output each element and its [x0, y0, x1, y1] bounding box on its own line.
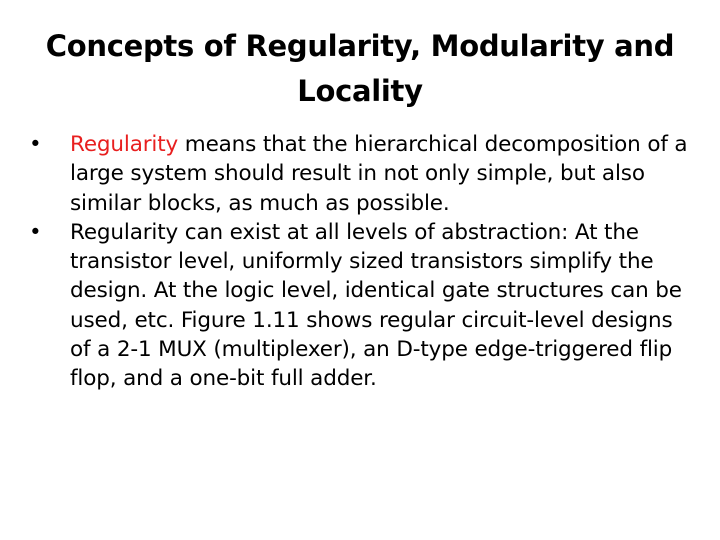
bullet-list	[0, 130, 720, 394]
bullet-icon: •	[29, 219, 42, 245]
bullet-text: Regularity can exist at all levels of abstraction: At the transistor level, uniformly sized transistors simplify the design. At the logic level, identical gate structures can be used, etc. Figure 1.11 shows regular circuit-level designs of a 2-1 MUX (multiplexer), an D-type edge-triggered flip flop, and a one-bit full adder.	[70, 219, 682, 392]
highlighted-term: Regularity	[70, 132, 179, 157]
bullet-text: means that the hierarchical decomposition of a large system should result in not only simple, but also similar blocks, as much as possible.	[70, 132, 688, 216]
slide-title: Concepts of Regularity, Modularity and Locality	[45, 29, 675, 108]
bullet-item-regularity-levels	[0, 218, 720, 394]
bullet-item-regularity-definition	[0, 130, 720, 218]
bullet-icon: •	[29, 132, 42, 157]
